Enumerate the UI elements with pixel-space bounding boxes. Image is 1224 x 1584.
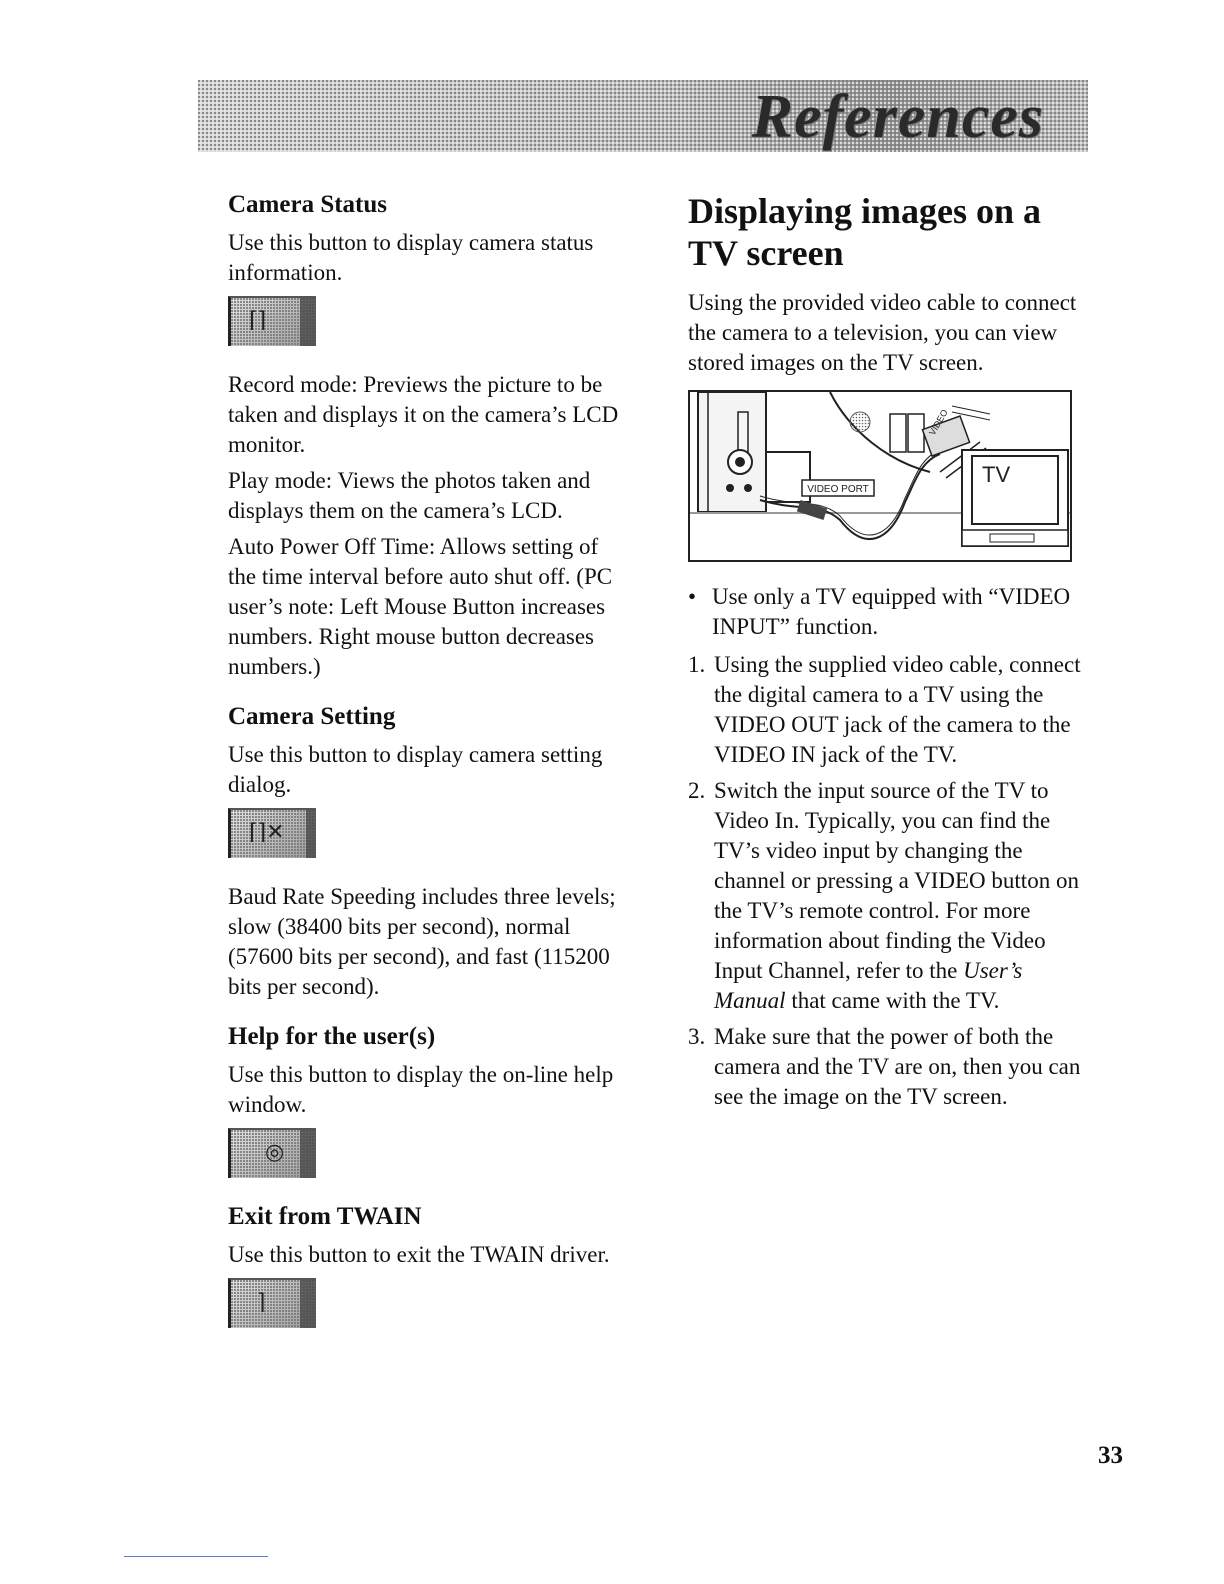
tv-label: TV (982, 462, 1011, 487)
camera-status-heading: Camera Status (228, 191, 388, 218)
step-number: 2. (688, 778, 706, 803)
help-icon: ◎ (228, 1128, 316, 1178)
list-item (688, 582, 1088, 642)
camera-setting-intro: Use this button to display camera setting dialog. (228, 742, 603, 797)
step-number: 1. (688, 652, 706, 677)
steps-list (688, 650, 1088, 1112)
camera-setting-section (228, 702, 628, 1002)
camera-status-icon: ⌈⌉ (228, 296, 316, 346)
section-title: Displaying images on a TV screen (688, 191, 1042, 273)
camera-status-section (228, 190, 628, 682)
video-label: VIDEO (927, 407, 950, 437)
help-section (228, 1022, 628, 1178)
step-text: Switch the input source of the TV to Video In. Typically, you can find the TV’s video input by changing the channel or pressing a VIDEO button on the TV’s remote control. For more information about finding the Video Input Channel, refer to the (714, 778, 1079, 983)
exit-heading: Exit from TWAIN (228, 1203, 422, 1230)
baud-rate-text: Baud Rate Speeding includes three levels; slow (38400 bits per second), normal (57600 bits per second), and fast (115200 bits per second). (228, 884, 616, 999)
requirements-list (688, 582, 1088, 642)
auto-power-text: Auto Power Off Time: Allows setting of the time interval before auto shut off. (PC user’s note: Left Mouse Button increases numbers. Right mouse button decreases numbers.) (228, 534, 613, 679)
left-column (228, 190, 628, 1352)
exit-intro: Use this button to exit the TWAIN driver. (228, 1242, 610, 1267)
camera-setting-icon: ⌈⌉✕ (228, 808, 316, 858)
page-number: 33 (1098, 1442, 1123, 1469)
step-text: Using the supplied video cable, connect the digital camera to a TV using the VIDEO OUT jack of the camera to the VIDEO IN jack of the TV. (714, 652, 1081, 767)
step-text: Make sure that the power of both the camera and the TV are on, then you can see the image on the TV screen. (714, 1024, 1081, 1109)
tv-connection-illustration (690, 392, 1070, 560)
help-heading: Help for the user(s) (228, 1023, 436, 1050)
list-item (688, 1022, 1088, 1112)
record-mode-text: Record mode: Previews the picture to be taken and displays it on the camera’s LCD monitor. (228, 372, 619, 457)
step-text-end: that came with the TV. (785, 988, 1000, 1013)
exit-section (228, 1202, 628, 1328)
footer-rule (124, 1556, 268, 1557)
camera-setting-heading: Camera Setting (228, 703, 396, 730)
help-intro: Use this button to display the on-line help window. (228, 1062, 614, 1117)
list-item (688, 650, 1088, 770)
list-item (688, 776, 1088, 1016)
bullet-mark: • (688, 584, 697, 609)
header-banner (198, 80, 1088, 152)
play-mode-text: Play mode: Views the photos taken and displays them on the camera’s LCD. (228, 468, 591, 523)
bullet-text: Use only a TV equipped with “VIDEO INPUT” function. (712, 584, 1071, 639)
section-intro: Using the provided video cable to connect the camera to a television, you can view stored images on the TV screen. (688, 290, 1077, 375)
camera-status-intro: Use this button to display camera status information. (228, 230, 594, 285)
manual-reference: User’s Manual (714, 958, 1023, 1013)
video-port-label: VIDEO PORT (807, 484, 869, 495)
header-title: References (751, 83, 1044, 151)
exit-icon: ⌉ (228, 1278, 316, 1328)
tv-connection-figure (688, 390, 1072, 562)
right-column (688, 190, 1088, 1118)
step-number: 3. (688, 1024, 706, 1049)
